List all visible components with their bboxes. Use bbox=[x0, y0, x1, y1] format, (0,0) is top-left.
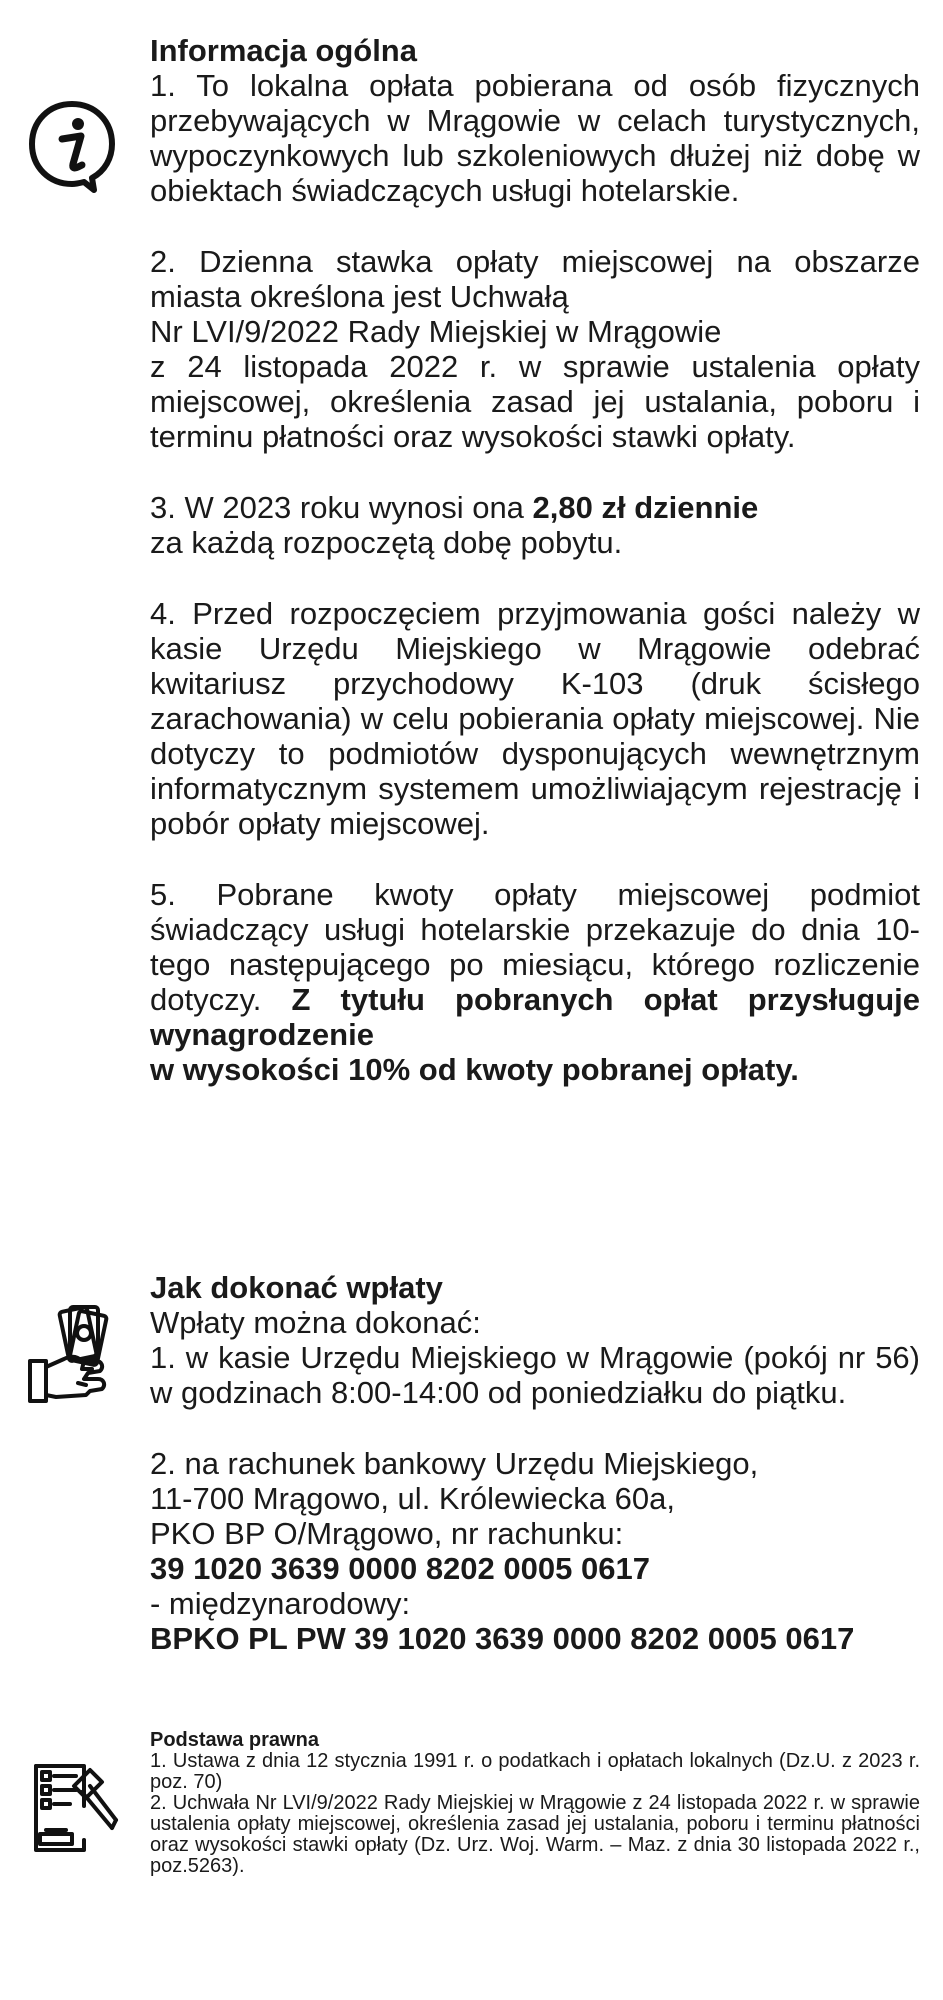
paragraph-3-pre: 3. W 2023 roku wynosi ona bbox=[150, 490, 533, 525]
commission-note-part-1: Z tytułu pobranych opłat przysługuje wynagrodzenie bbox=[150, 982, 920, 1052]
legal-basis-item-2: 2. Uchwała Nr LVI/9/2022 Rady Miejskiej w Mrągowie z 24 listopada 2022 r. w sprawie ustalenia opłaty miejscowej, określenia zasad jej ustalania, poboru i terminu płatności oraz wysokości stawki opłaty (Dz. Urz. Woj. Warm. – Maz. z dnia 30 listopada 2022 r., poz.5263). bbox=[150, 1792, 920, 1877]
paragraph-2-line-1: 2. Dzienna stawka opłaty miejscowej na obszarze miasta określona jest Uchwałą bbox=[150, 244, 920, 314]
fee-amount: 2,80 zł dziennie bbox=[532, 490, 759, 525]
general-info-paragraph-3 bbox=[150, 490, 920, 560]
payment-title: Jak dokonać wpłaty bbox=[150, 1270, 443, 1305]
legal-basis-item-1: 1. Ustawa z dnia 12 stycznia 1991 r. o podatkach i opłatach lokalnych (Dz.U. z 2023 r. poz. 70) bbox=[150, 1750, 920, 1793]
bank-transfer-line-1: 2. na rachunek bankowy Urzędu Miejskiego, bbox=[150, 1446, 759, 1481]
account-number: 39 1020 3639 0000 8202 0005 0617 bbox=[150, 1551, 650, 1586]
bank-transfer-line-3: PKO BP O/Mrągowo, nr rachunku: bbox=[150, 1516, 624, 1551]
general-info-paragraph-4: 4. Przed rozpoczęciem przyjmowania gości należy w kasie Urzędu Miejskiego w Mrągowie odebrać kwitariusz przychodowy K-103 (druk ścisłego zarachowania) w celu pobierania opłaty miejscowej. Nie dotyczy to podmiotów dysponujących wewnętrznym informatycznym systemem umożliwiającym rejestrację i pobór opłaty miejscowej. bbox=[150, 596, 920, 841]
info-icon bbox=[26, 98, 118, 194]
commission-note-part-2: w wysokości 10% od kwoty pobranej opłaty. bbox=[150, 1052, 799, 1087]
bank-transfer-line-2: 11-700 Mrągowo, ul. Królewiecka 60a, bbox=[150, 1481, 675, 1516]
payment-option-cash-desk: 1. w kasie Urzędu Miejskiego w Mrągowie (pokój nr 56) w godzinach 8:00-14:00 od poniedziałku do piątku. bbox=[150, 1340, 920, 1410]
paragraph-2-line-2: Nr LVI/9/2022 Rady Miejskiej w Mrągowie bbox=[150, 314, 722, 349]
general-info-section bbox=[150, 33, 920, 1087]
general-info-paragraph-5 bbox=[150, 877, 920, 1087]
legal-basis-section bbox=[150, 1729, 920, 1877]
paragraph-3-post: za każdą rozpoczętą dobę pobytu. bbox=[150, 525, 623, 560]
international-label: - międzynarodowy: bbox=[150, 1586, 411, 1621]
paragraph-5-normal: 5. Pobrane kwoty opłaty miejscowej podmiot świadczący usługi hotelarskie przekazuje do dnia 10-tego następującego po miesiącu, którego rozliczenie dotyczy. bbox=[150, 877, 920, 1017]
payment-option-bank-transfer bbox=[150, 1446, 920, 1656]
cash-hand-icon bbox=[26, 1303, 122, 1409]
international-account-number: BPKO PL PW 39 1020 3639 0000 8202 0005 0617 bbox=[150, 1621, 855, 1656]
general-info-paragraph-1: 1. To lokalna opłata pobierana od osób fizycznych przebywających w Mrągowie w celach turystycznych, wypoczynkowych lub szkoleniowych dłużej niż dobę w obiektach świadczących usługi hotelarskie. bbox=[150, 68, 920, 208]
general-info-paragraph-2 bbox=[150, 244, 920, 454]
payment-intro: Wpłaty można dokonać: bbox=[150, 1305, 481, 1340]
paragraph-2-rest: z 24 listopada 2022 r. w sprawie ustalenia opłaty miejscowej, określenia zasad jej ustalania, poboru i terminu płatności oraz wysokości stawki opłaty. bbox=[150, 349, 920, 454]
payment-section bbox=[150, 1270, 920, 1656]
general-info-title: Informacja ogólna bbox=[150, 33, 417, 68]
legal-basis-title: Podstawa prawna bbox=[150, 1729, 319, 1751]
legal-document-gavel-icon bbox=[26, 1760, 122, 1856]
